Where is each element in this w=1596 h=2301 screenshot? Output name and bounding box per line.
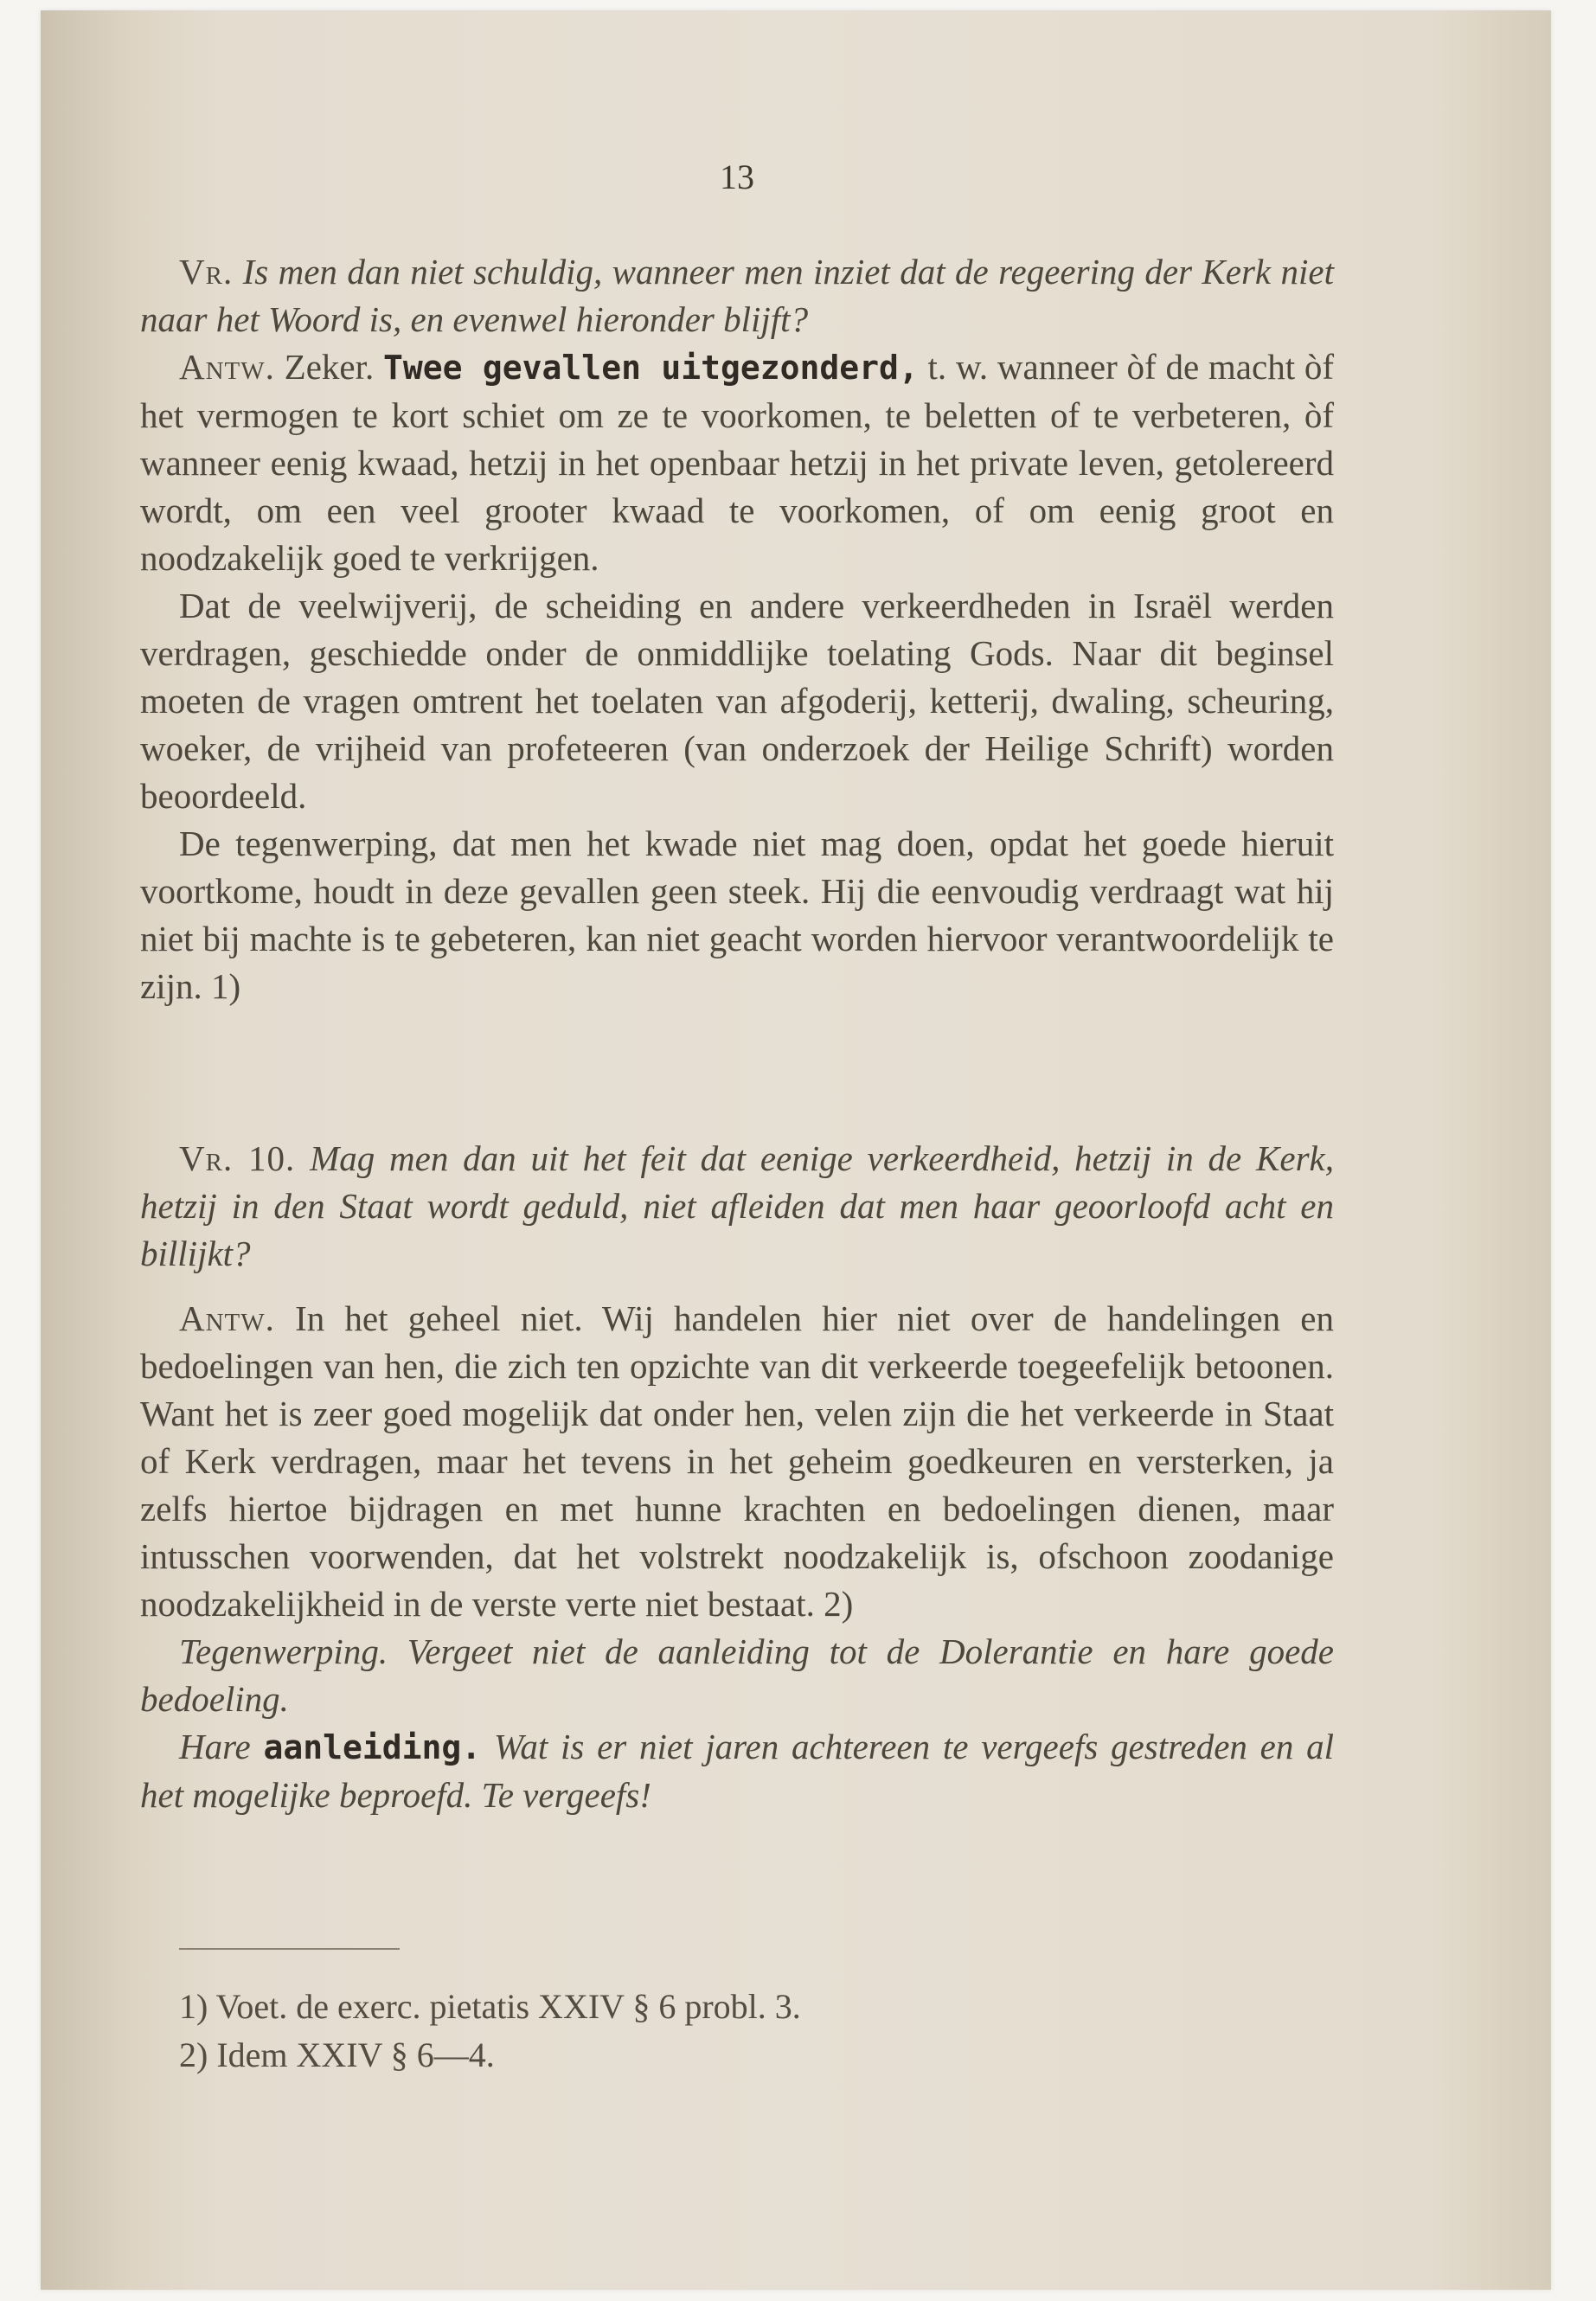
page-number: 13: [720, 157, 754, 196]
question-text: Mag men dan uit het feit dat eenige verkeerdheid, hetzij in de Kerk, hetzij in den Staat wordt geduld, niet afleiden dat men haar geoorloofd acht en billijkt?: [140, 1138, 1334, 1273]
reply-start: Hare: [179, 1727, 251, 1766]
answer-bold: Twee gevallen uitgezonderd,: [383, 349, 919, 387]
footnote-2: 2) Idem XXIV § 6—4.: [179, 2035, 495, 2074]
paragraph-israel: Dat de veelwijverij, de scheiding en andere verkeerdheden in Israël werden verdragen, geschiedde onder de onmiddlijke toelating Gods. Naar dit beginsel moeten de vragen omtrent het toelaten van afgoderij, ketterij, dwaling, scheuring, woeker, de vrijheid van profeteeren (van onderzoek der Heilige Schrift) worden beoordeeld.: [140, 586, 1334, 816]
paragraph-objection: De tegenwerping, dat men het kwade niet mag doen, opdat het goede hieruit voortkome, houdt in deze gevallen geen steek. Hij die eenvoudig verdraagt wat hij niet bij machte is te gebeteren, kan niet geacht worden hiervoor verantwoordelijk te zijn. 1): [140, 824, 1334, 1006]
question-block-9: [140, 248, 1334, 1010]
antw-label: Antw.: [179, 347, 275, 387]
question-10: [140, 1135, 1334, 1278]
answer-text: In het geheel niet. Wij handelen hier niet over de handelingen en bedoelingen van hen, die zich ten opzichte van dit verkeerde toegeefelijk betoonen. Want het is zeer goed mogelijk dat onder hen, velen zijn die het verkeerde in Staat of Kerk verdragen, maar het tevens in het geheim goedkeuren en versterken, ja zelfs hiertoe bijdragen en met hunne krachten en bedoelingen dienen, maar intusschen voorwenden, dat het volstrekt noodzakelijk is, ofschoon zoodanige noodzakelijkheid in de verste verte niet bestaat. 2): [140, 1298, 1334, 1624]
reply-paragraph: [140, 1723, 1334, 1819]
answer-start: Zeker.: [284, 347, 375, 387]
vr-label: Vr. 10.: [179, 1138, 296, 1178]
reply-rest: Wat is er niet jaren achtereen te vergeefs gestreden en al het mogelijke beproefd. Te vergeefs!: [140, 1727, 1335, 1815]
vr-label: Vr.: [179, 252, 234, 292]
footnote-divider: [179, 1948, 400, 1950]
answer-block-10: [140, 1295, 1334, 1819]
reply-bold: aanleiding.: [263, 1728, 482, 1766]
document-page: [41, 10, 1551, 2290]
question-block-10: [140, 1135, 1334, 1278]
footnote-1: 1) Voet. de exerc. pietatis XXIV § 6 probl. 3.: [179, 1987, 801, 2026]
antw-label: Antw.: [179, 1298, 275, 1338]
answer-9: [140, 343, 1334, 582]
footnotes: [179, 1983, 801, 2080]
answer-10: [140, 1295, 1334, 1628]
question-9: [140, 248, 1334, 343]
objection-paragraph: Tegenwerping. Vergeet niet de aanleiding tot de Dolerantie en hare goede bedoeling.: [140, 1631, 1334, 1719]
answer-rest: t. w. wanneer òf de macht òf het vermogen te kort schiet om ze te voorkomen, te beletten of te verbeteren, òf wanneer eenig kwaad, hetzij in het openbaar hetzij in het private leven, getolereerd wordt, om een veel grooter kwaad te voorkomen, of om eenig groot en noodzakelijk goed te verkrijgen.: [140, 347, 1334, 578]
question-text: Is men dan niet schuldig, wanneer men inziet dat de regeering der Kerk niet naar het Woord is, en evenwel hieronder blijft?: [140, 252, 1334, 339]
